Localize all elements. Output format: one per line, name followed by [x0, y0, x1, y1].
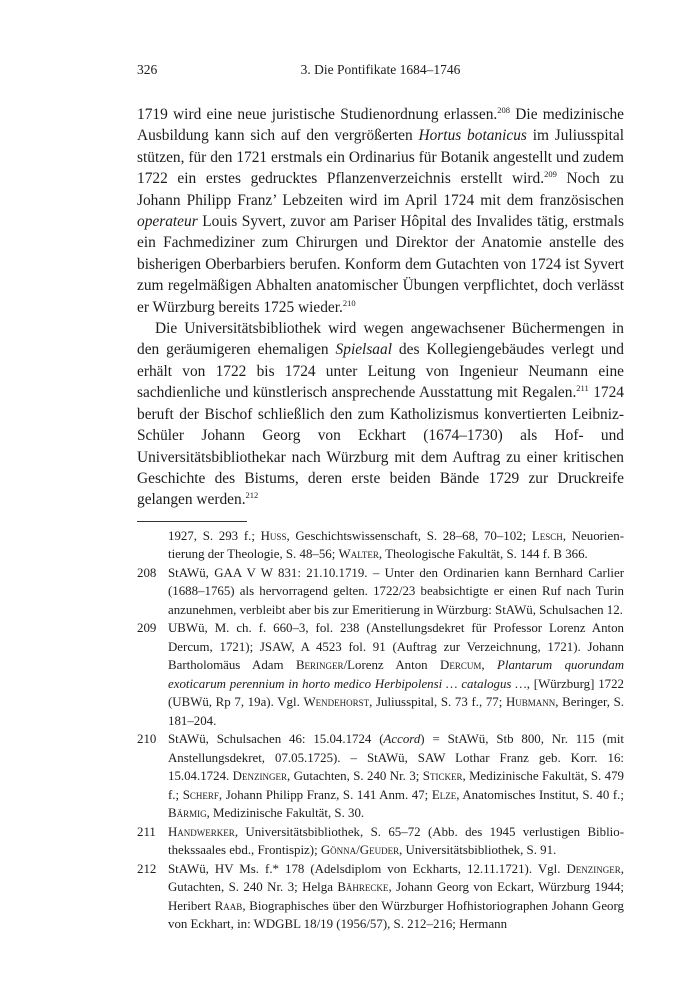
footnote-number: 211: [137, 824, 156, 839]
footnote-number: 212: [137, 861, 157, 876]
footnote-number: 208: [137, 565, 157, 580]
footnote-ref[interactable]: 208: [497, 105, 511, 115]
main-text: [137, 104, 624, 511]
footnote-212: 212 StAWü, HV Ms. f.* 178 (Adelsdiplom von Eckharts, 12.11.1721). Vgl. Denzinger, Gutachten, S. 240 Nr. 3; Helga Bährecke, Johann Georg von Eckart, Würzburg 1944; Heribert Raab, Biographisches über den Würzburger Hofhistoriographen Johann Georg von Eckhart, in: WDGBL 18/19 (1956/57), S. 212–216; Hermann: [137, 861, 624, 932]
footnote-211: 211 Handwerker, Universitätsbibliothek, S. 65–72 (Abb. des 1945 verlustigen Bibliothekssaales ebd., Frontispiz); Gönna/Geuder, Universitätsbibliothek, S. 91.: [137, 824, 624, 858]
footnote-number: 209: [137, 621, 157, 636]
page-header: [137, 62, 624, 82]
running-head: 3. Die Pontifikate 1684–1746: [300, 62, 461, 77]
footnote-continuation: 1927, S. 293 f.; Huss, Geschichtswissenschaft, S. 28–68, 70–102; Lesch, Neuorientierung der Theologie, S. 48–56; Walter, Theologische Fakultät, S. 144 f. B 366.: [168, 528, 624, 562]
page-number: 326: [137, 62, 158, 77]
footnote-210: 210 StAWü, Schulsachen 46: 15.04.1724 (Accord) = StAWü, Stb 800, Nr. 115 (mit Anstellungsdekret, 07.05.1725). – StAWü, SAW Lothar Franz geb. Korr. 16: 15.04.1724. Denzinger, Gutachten, S. 240 Nr. 3; Sticker, Medizinische Fakultät, S. 479 f.; Scherf, Johann Philipp Franz, S. 141 Anm. 47; Elze, Anatomisches Institut, S. 40 f.; Bärmig, Medizinische Fakultät, S. 30.: [137, 732, 624, 821]
paragraph: 1719 wird eine neue juristische Studienordnung erlassen.$^{208}$ Die medizinische Ausbildung kann sich auf den vergrößerten Hortus botanicus im Juliusspital stützen, für den 1721 erstmals ein Ordinarius für Botanik angestellt und zudem 1722 ein erstes gedrucktes Pflanzenverzeichnis erstellt wird.$^{209}$ Noch zu Johann Philipp Franz’ Lebzeiten wird im April 1724 mit dem französischen operateur Louis Syvert, zuvor am Pariser Hôpital des Invalides tätig, erstmals ein Fachmediziner zum Chirurgen und Direktor der Anatomie anstelle des bisherigen Oberbarbiers berufen. Konform dem Gutachten von 1724 ist Syvert zum regelmäßigen Abhalten anatomischer Übungen verpflichtet, doch verlässt er Würzburg bereits 1725 wieder.$^{210}$: [137, 105, 624, 316]
book-page: [137, 62, 624, 934]
footnote-ref[interactable]: 209: [544, 169, 557, 180]
footnote-ref[interactable]: 210: [342, 297, 356, 308]
footnotes: [137, 527, 624, 934]
footnote-208: 208 StAWü, GAA V W 831: 21.10.1719. – Unter den Ordinarien kann Bernhard Carlier (1688–1765) als hervorragend gelten. 1722/23 beabsichtigte er einen Ruf nach Turin anzunehmen, verbleibt aber bis zur Emeritierung in Würzburg: StAWü, Schulsachen 12.: [137, 565, 624, 617]
footnote-209: 209 UBWü, M. ch. f. 660–3, fol. 238 (Anstellungsdekret für Professor Lorenz Anton Dercum, 1721); JSAW, A 4523 fol. 91 (Auftrag zur Verzeichnung, 1721). Johann Bartholomäus Adam Beringer/Lorenz Anton Dercum, Plantarum quorundam exoticarum perennium in horto medico Herbipolensi … catalogus …, [Würzburg] 1722 (UBWü, Rp 7, 19a). Vgl. Wendehorst, Juliusspital, S. 73 f., 77; Hubmann, Beringer, S. 181–204.: [137, 621, 625, 728]
footnote-ref[interactable]: 211: [576, 383, 589, 394]
footnote-ref[interactable]: 212: [245, 490, 259, 501]
footnote-number: 210: [137, 732, 157, 747]
footnote-separator: [137, 521, 247, 522]
paragraph: Die Universitätsbibliothek wird wegen angewachsener Büchermengen in den geräumigeren ehemaligen Spielsaal des Kollegiengebäudes verlegt und erhält von 1722 bis 1724 unter Leitung von Ingenieur Neumann eine sachdienliche und künstlerisch ansprechende Ausstattung mit Regalen.$^{211}$ 1724 beruft der Bischof schließlich den zum Katholizismus konvertierten Leibniz-Schüler Johann Georg von Eckhart (1674–1730) als Hof- und Universitätsbibliothekar nach Würzburg mit dem Auftrag zu einer kritischen Geschichte des Bistums, deren erste beiden Bände 1729 zur Druckreife gelangen werden.$^{212}$: [137, 320, 624, 509]
